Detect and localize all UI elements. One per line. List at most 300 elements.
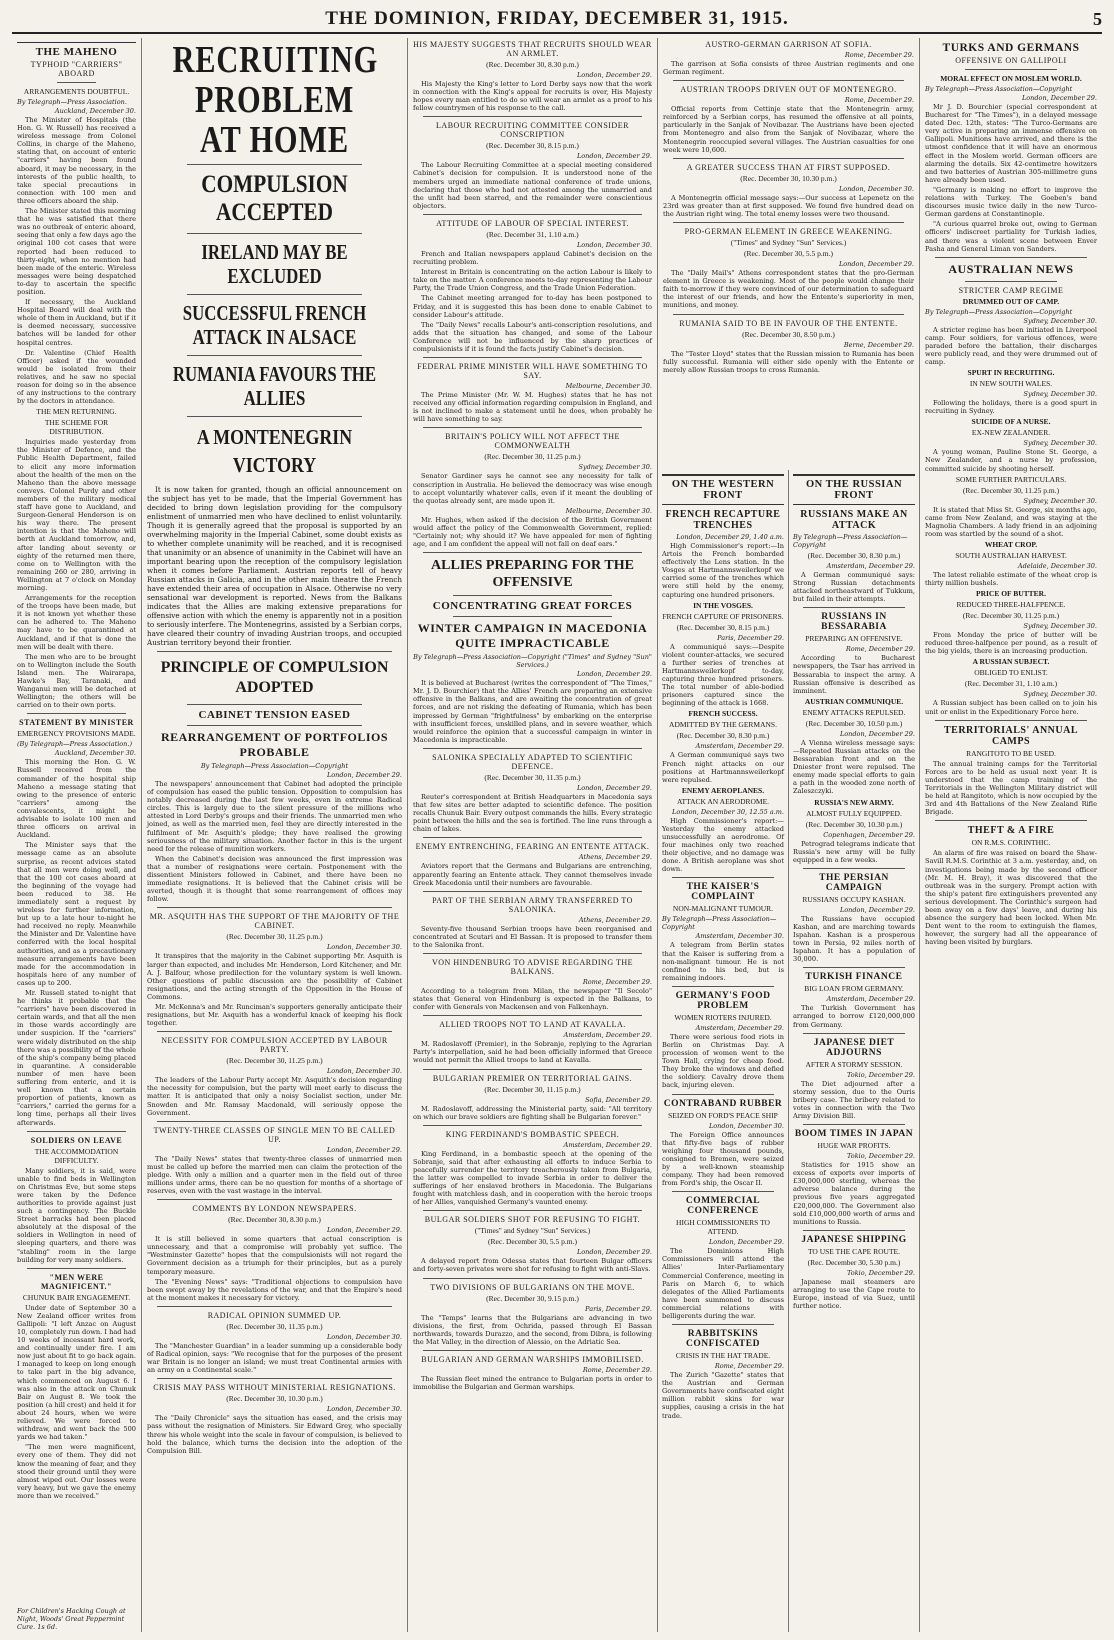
received-time: (Rec. December 30, 8.30 p.m.) <box>676 731 770 741</box>
dateline: Sydney, December 30. <box>578 463 652 472</box>
article-paragraph: The men who are to be brought on to Wellington include the South Island men. The Wairarapa, Hawke's Bay, Taranaki, and Wanganui men will be detached at Wellington; the others will be carried on to their own ports. <box>17 652 136 710</box>
column-4-5 <box>658 38 920 1632</box>
divider <box>157 1121 392 1122</box>
article-paragraph: The Minister of Hospitals (the Hon. G. W. Russell) has received a wireless message from Colonel Collins, in charge of the Maheno, stating that, on account of enteric "carriers" having been found aboard, it may be necessary, in the interests of the public health, to take special precautions in connection with 100 men and three officers aboard the ship. <box>17 116 136 205</box>
dateline: London, December 30. <box>326 943 402 952</box>
dateline: Rome, December 29. <box>714 1362 784 1371</box>
article-paragraph: Mr. Russell stated to-night that he thinks it probable that the "carriers" have been discovered in certain wards, and that all the men in those wards accordingly are under suspicion. If the "carriers" were widely distributed on the ship there was a possibility of the whole of the ship's company being placed in quarantine. A considerable number of men have been suffering from enteric, and it is well known that a certain proportion of patients, known as "carriers," carried the germs for a long time, perhaps all their lives afterwards. <box>17 989 136 1127</box>
received-time: (Rec. December 30, 9.15 p.m.) <box>486 1293 579 1303</box>
top-stories <box>658 38 919 466</box>
article-paragraph: The "Manchester Guardian" in a leader summing up a considerable body of Radical opinion, says: "We recognise that for the purposes of the present war Britain is no longer an island; we must treat Continental armies with an army on a Continental scale." <box>147 1341 402 1375</box>
headline: TWO DIVISIONS OF BULGARIANS ON THE MOVE. <box>430 1282 635 1292</box>
divider <box>423 357 642 358</box>
subheadline: SEIZED ON FORD'S PEACE SHIP <box>668 1110 778 1120</box>
headline: GERMANY'S FOOD PROBLEM <box>675 990 771 1011</box>
headline: THE KAISER'S COMPLAINT <box>686 882 760 903</box>
headline: TWENTY-THREE CLASSES OF SINGLE MEN TO BE CALLED UP. <box>153 1125 396 1144</box>
divider <box>803 967 905 968</box>
headline: SALONIKA SPECIALLY ADAPTED TO SCIENTIFIC DEFENCE. <box>432 752 633 771</box>
divider <box>803 1124 905 1125</box>
subheadline: PRICE OF BUTTER. <box>976 589 1046 599</box>
article-paragraph: A Montenegrin official message says:—Our success at Lepenetz on the 23rd was greater than at first supposed. We found five hundred dead on the Austrian right wing. The total enemy losses were two thousand. <box>663 193 914 218</box>
received-time: (Rec. December 30, 11.25 p.m.) <box>962 485 1060 495</box>
dateline: Sydney, December 30. <box>1023 316 1097 325</box>
subheadline: CHUNUK BAIR ENGAGEMENT. <box>22 1292 131 1302</box>
article-paragraph: The "Temps" learns that the Bulgarians are advancing in two divisions, the first, from Ochrida, passed through El Bassan northwards, towards Durazzo, and the second, from Dibra, is following the Mat Valley, in the direction of Alessio, on the Adriatic Sea. <box>413 1313 652 1346</box>
divider <box>57 82 96 83</box>
received-time: (Rec. December 30, 11.35 p.m.) <box>484 772 581 782</box>
received-time: (Rec. December 30, 11.25 p.m.) <box>226 932 323 942</box>
headline: ATTITUDE OF LABOUR OF SPECIAL INTEREST. <box>436 218 629 228</box>
dateline: Sofia, December 29. <box>585 1095 652 1104</box>
received-time: (Rec. December 30, 11.25 p.m.) <box>962 611 1060 621</box>
lead-paragraph: It is now taken for granted, though an official announcement on the subject has yet to be made, that the Imperial Government has decided to bring down legislation providing for the compulsory enlistment of unmarried men who have declined to enlist voluntarily. Though it is generally agreed that the proposal is supported by an overwhelming majority in the Imperial Cabinet, some doubt exists as to whether complete unanimity will be reached, and it is recognised that unanimity or an absence of unanimity in the Cabinet will have an important bearing upon the reception of the compulsory legislation when it comes before Parliament. Austrian reports tell of heavy Russian attacks in Galicia, and in the other main theatre the French have extended their area of occupation in Alsace. Otherwise no very sensational war development is reported. News from the Balkans indicates that the Allies are making extensive preparations for offensive action with which the enemy is apparently not in a position to seriously interfere. The Montenegrins, assisted by a Serbian corps, have cleared their country of invading Austrian troops, and occupied Austrian territory beyond their frontier. <box>147 485 402 647</box>
subheadline: REARRANGEMENT OF PORTFOLIOS PROBABLE <box>160 730 389 759</box>
dateline: Paris, December 29. <box>585 1304 652 1313</box>
divider <box>187 233 362 234</box>
subheadline: RUSSIA'S NEW ARMY. <box>814 797 894 807</box>
subheadline: ARRANGEMENTS DOUBTFUL. <box>23 87 130 96</box>
subheadline: FRENCH CAPTURE OF PRISONERS. <box>662 611 784 621</box>
headline: ALLIED TROOPS NOT TO LAND AT KAVALLA. <box>439 1020 626 1030</box>
subheadline: TYPHOID "CARRIERS" ABOARD <box>30 60 123 78</box>
article-paragraph: If necessary, the Auckland Hospital Board will deal with the whole of them in Auckland, but if it is deemed necessary, successive batches will be landed for other hospital centres. <box>17 298 136 347</box>
dateline: Adelaide, December 30. <box>1017 562 1097 570</box>
divider <box>423 1069 642 1070</box>
divider <box>157 1031 392 1032</box>
dateline: Sydney, December 30. <box>1023 690 1097 699</box>
dateline: Melbourne, December 30. <box>565 382 652 391</box>
divider <box>423 891 642 892</box>
dateline: Auckland, December 30. <box>54 749 136 758</box>
subheadline: CONCENTRATING GREAT FORCES <box>432 600 633 613</box>
subheadline: FRENCH SUCCESS. <box>688 709 758 719</box>
article-paragraph: When the Cabinet's decision was announced the first impression was that a number of resignations were certain. Postponement with the dissentient Ministers followed in Cabinet, and there have been no immediate resignations. It is believed that the Cabinet crisis will be averted, though it is thought that some rearrangement of offices may follow. <box>147 854 402 904</box>
dateline: Amsterdam, December 29. <box>563 1031 652 1040</box>
dateline: Berne, December 29. <box>843 340 914 349</box>
headline: TURKS AND GERMANS <box>942 42 1080 54</box>
headline: JAPANESE SHIPPING <box>801 1234 907 1245</box>
dateline: London, December 29. <box>576 670 652 679</box>
divider <box>672 1191 774 1192</box>
headline: RADICAL OPINION SUMMED UP. <box>207 1310 342 1320</box>
article-paragraph: The latest reliable estimate of the wheat crop is thirty million bushels. <box>925 571 1097 588</box>
headline: LABOUR RECRUITING COMMITTEE CONSIDER CONSCRIPTION <box>436 121 629 140</box>
section-header: ON THE RUSSIAN FRONT <box>793 474 915 505</box>
headline: FEDERAL PRIME MINISTER WILL HAVE SOMETHING TO SAY. <box>417 362 648 381</box>
main-headline: IRELAND MAY BE EXCLUDED <box>201 240 348 288</box>
received-time: (Rec. December 30, 10.50 p.m.) <box>805 718 903 728</box>
divider <box>157 1306 392 1307</box>
masthead <box>12 6 1102 34</box>
subheadline: THE MEN RETURNING. <box>36 407 117 417</box>
headline: ENEMY ENTRENCHING, FEARING AN ENTENTE ATTACK. <box>415 842 650 852</box>
received-time: (Rec. December 30, 11.25 p.m.) <box>226 1056 323 1066</box>
divider <box>935 820 1087 821</box>
headline: VON HINDENBURG TO ADVISE REGARDING THE BALKANS. <box>432 957 633 976</box>
article-paragraph: A communiqué says:—Despite violent counter-attacks, we secured a further series of trenches at Hartmannsweilerkopf to-day, capturing three hundred prisoners. The total number of able-bodied prisoners captured since the beginning of the attack is 1668. <box>662 642 784 708</box>
article-paragraph: It is stated that Miss St. George, six months ago, came from New Zealand, and was staying at the Magnolia Chambers. A lady friend in an adjoining room was startled by the sound of a shot. <box>925 505 1097 538</box>
byline: By Telegraph—Press Association—Copyright <box>662 915 777 932</box>
dateline: London, December 29. <box>576 1248 652 1257</box>
main-headline: A MONTENEGRIN VICTORY <box>196 425 353 477</box>
divider <box>673 80 904 81</box>
dateline: London, December 30. <box>576 240 652 249</box>
headline: "MEN WERE MAGNIFICENT." <box>40 1272 112 1291</box>
article-paragraph: The newspapers' announcement that Cabinet had adopted the principle of compulsion has eased the public tension. Opposition to compulsion has notably decreased during the last few weeks, even in extreme Radical circles. This is largely due to the silent pressure of the millions who attested in Lord Derby's groups and their friends. The unmarried men who joined, as well as the married men, feel they are directly interested in the fulfilment of Mr. Asquith's pledge; they have realised the growing seriousness of the military situation. Another factor in this is the urgent need for the release of munition workers. <box>147 780 402 853</box>
headline: KING FERDINAND'S BOMBASTIC SPEECH. <box>445 1129 620 1139</box>
divider <box>965 281 1057 282</box>
received-time: (Rec. December 30, 8.15 p.m.) <box>486 141 579 151</box>
divider <box>935 257 1087 258</box>
section-header: ON THE WESTERN FRONT <box>662 474 784 505</box>
headline: COMMERCIAL CONFERENCE <box>685 1196 761 1217</box>
dateline: London, December 30. <box>326 1405 402 1414</box>
headline: MR. ASQUITH HAS THE SUPPORT OF THE MAJORITY OF THE CABINET. <box>149 912 400 931</box>
front-columns <box>658 470 919 1632</box>
dateline: London, December 29, 1.40 a.m. <box>676 533 784 541</box>
subheadline: SUICIDE OF A NURSE. <box>971 417 1051 427</box>
dateline: Sydney, December 30. <box>1023 439 1097 448</box>
subheadline: CABINET TENSION EASED <box>198 709 351 721</box>
dateline: Tokio, December 29. <box>846 1152 915 1161</box>
divider <box>423 214 642 215</box>
article-paragraph: The "Tester Lloyd" states that the Russian mission to Rumania has been fully successful. Rumania will either side openly with the Entente or merely allow Russian troops to cross Rumania. <box>663 349 914 374</box>
headline: PRINCIPLE OF COMPULSION ADOPTED <box>160 659 389 696</box>
article-paragraph: Under date of September 30 a New Zealand officer writes from Gallipoli: "I left Anzac on August 10, completely run down. I had had 10 weeks of incessant hard work, and continually under fire. I am now just about fit to go back again. I managed to keep on long enough to take part in the big advance, which commenced on August 6. I was also in the attack on Chunuk Bair on August 8. We took the position (a hill crest) and held it for about 24 hours, when we were relieved. We were forced to withdraw, and went back the 500 yards we had taken." <box>17 1303 136 1442</box>
received-time: (Rec. December 30, 8.50 p.m.) <box>742 329 835 339</box>
divider <box>672 1324 774 1325</box>
article-paragraph: From Monday the price of butter will be reduced three-halfpence per pound, as a result of the big yields, there is an increasing production. <box>925 631 1097 656</box>
article-paragraph: Petrograd telegrams indicate that Russia's new army will be fully equipped in a few weeks. <box>793 839 915 864</box>
divider <box>453 616 612 617</box>
dateline: Sydney, December 30. <box>1023 622 1097 631</box>
divider <box>803 607 905 608</box>
article-paragraph: King Ferdinand, in a bombastic speech at the opening of the Sobranje, said that after exhausting all efforts to induce Serbia to peacefully surrender the territory treacherously taken from Bulgaria, the latter was compelled to invade Serbia in order to deliver the sufferings of her enslaved brothers in Macedonia. The Bulgarians fought with matchless dash, and in cooperation with the heroic troops of her Allies, vanquished Germany's vaunted enemy. <box>413 1149 652 1207</box>
dateline: Amsterdam, December 30. <box>695 932 784 941</box>
divider <box>423 427 642 428</box>
article-paragraph: Mr. McKenna's and Mr. Runciman's supporters generally anticipate their resignations, but Mr. Asquith has a wonderful knack of keeping his flock together. <box>147 1002 402 1028</box>
subheadline: OBLIGED TO ENLIST. <box>974 668 1048 678</box>
received-time: (Rec. December 30, 10.30 p.m.) <box>226 1394 323 1404</box>
headline: PART OF THE SERBIAN ARMY TRANSFERRED TO SALONIKA. <box>432 895 633 914</box>
subheadline: RUSSIANS OCCUPY KASHAN. <box>802 894 906 904</box>
received-time: (Rec. December 30, 10.30 p.m.) <box>805 819 903 829</box>
article-paragraph: His Majesty the King's letter to Lord Derby says now that the work in connection with the King's appeal for recruits is over, His Majesty hopes every man entitled to do so will wear an armlet as a proof to his fellow countrymen of his response to the call. <box>413 80 652 113</box>
dateline: London, December 30. <box>838 184 914 193</box>
subheadline: REDUCED THREE-HALFPENCE. <box>956 600 1066 610</box>
column-6 <box>920 38 1102 1632</box>
divider <box>423 1278 642 1279</box>
article-paragraph: It is believed at Bucharest (writes the correspondent of "The Times," Mr. J. D. Bourchier) that the Allies' French are preparing an extensive offensive in the Balkans, and are awaiting the concentration of great forces, and are not risking the defeating of Rumania, which has been impressed by German "frightfulness" by embarking on the enterprise with insufficient forces, unskilled plans, and in severe weather, which would reinforce the opinion that a successful campaign in winter in Macedonia is impracticable. <box>413 679 652 744</box>
main-headline: SUCCESSFUL FRENCH ATTACK IN ALSACE <box>182 301 367 349</box>
article-paragraph: The Diet adjourned after a stormy session, due to the Ouris bribery case. The bribery related to votes in connection with the Two Army Division Bill. <box>793 1079 915 1120</box>
article-paragraph: High Commissioner's report:—In Artois the French bombarded effectively the Lens station. In the Vosges at Hartmannsweilerkopf we carried some of the trenches which were still held by the enemy, capturing one hundred prisoners. <box>662 542 784 599</box>
received-time: (Rec. December 30, 8.30 p.m.) <box>807 551 901 560</box>
headline: ALLIES PREPARING FOR THE OFFENSIVE <box>431 558 634 591</box>
dateline: Sydney, December 30. <box>1023 496 1097 505</box>
subheadline: MORAL EFFECT ON MOSLEM WORLD. <box>940 74 1082 83</box>
divider <box>423 1015 642 1016</box>
article-paragraph: It is still believed in some quarters that actual conscription is unnecessary, and that a compromise will probably yet suffice. The "Westminster Gazette" hopes that the compulsionists will not regard the Government decision as a triumph for their principles, but as a purely temporary measure. <box>147 1235 402 1276</box>
column-2 <box>142 38 408 1632</box>
article-paragraph: The Zurich "Gazette" states that the Austrian and German Governments have confiscated eight million rabbit skins for war supplies, causing a crisis in the hat trade. <box>662 1371 785 1420</box>
divider <box>187 164 362 165</box>
dateline: Rome, December 29. <box>845 645 915 654</box>
headline: COMMENTS BY LONDON NEWSPAPERS. <box>192 1204 357 1214</box>
headline: RUMANIA SAID TO BE IN FAVOUR OF THE ENTENTE. <box>679 318 898 328</box>
article-paragraph: The annual training camps for the Territorial Forces are to be held as usual next year. It is understood that the camp training of the Territorials in the Wellington Military district will be held at Rangitoto, which is now occupied by the 3rd and 4th Battalions of the New Zealand Rifle Brigade. <box>925 759 1097 817</box>
divider <box>423 552 642 553</box>
dateline: Rome, December 29. <box>582 977 652 986</box>
subheadline: WOMEN RIOTERS INJURED. <box>674 1012 772 1022</box>
article-paragraph: Inquiries made yesterday from the Minister of Defence, and the Public Health Department, failed to elicit any more information about the health of the men on the Maheno than the above message conveys. Colonel Purdy and other members of the military medical staff have gone to Auckland, and Surgeon-General Henderson is on his way there. The present intention is that the Maheno will berth at Auckland tomorrow, and, after landing about seventy or eighty of the returned men there, come on to Wellington with the remaining 260 or 280, arriving in Wellington at 7 o'clock on Monday morning. <box>17 438 136 592</box>
headline: HIS MAJESTY SUGGESTS THAT RECRUITS SHOULD WEAR AN ARMLET. <box>413 40 652 58</box>
dateline: London, December 29. <box>839 905 915 914</box>
article-paragraph: It transpires that the majority in the Cabinet supporting Mr. Asquith is larger than expected, and includes Mr. Henderson, Lord Kitchener, and Mr. A. J. Balfour, whose predilection for the voluntary system is well known. Other questions of public discussion are the possibility of Cabinet resignations, and the acting strength of the Opposition in the House of Commons. <box>147 952 402 1001</box>
subheadline: WINTER CAMPAIGN IN MACEDONIA QUITE IMPRACTICABLE <box>417 621 648 651</box>
divider <box>187 725 362 726</box>
dateline: London, December 29. <box>576 71 652 79</box>
byline: By Telegraph—Press Association—Copyright <box>793 533 908 549</box>
divider <box>803 868 905 869</box>
byline: By Telegraph—Press Association—Copyright <box>925 85 1073 93</box>
article-paragraph: M. Radoslavoff, addressing the Ministerial party, said: "All territory on which our brave soldiers are fighting shall be Bulgarian forever." <box>413 1104 652 1121</box>
divider <box>423 116 642 117</box>
subheadline: RANGITOTO TO BE USED. <box>966 748 1056 758</box>
divider <box>423 1350 642 1351</box>
dateline: London, December 29. <box>838 260 914 269</box>
article-paragraph: Official reports from Cettinje state that the Montenegrin army, reinforced by a Serbian corps, has resumed the offensive at all points, particularly in the Sanjak of Novibazar. The Austrians have been ejected from Montenegro and also from the Sanjak of Novibazar, where the Montenegrin reoccupied several villages. The Austrian casualties for one week were 10,600. <box>663 105 914 154</box>
received-time: (Rec. December 31, 1.10 a.m.) <box>486 229 579 239</box>
column-3 <box>408 38 658 1632</box>
article-paragraph: Interest in Britain is concentrating on the action Labour is likely to take on the matter. A conference meets to-day representing the Labour Party, the Trade Union Congress, and the Trade Union Federation. <box>413 268 652 293</box>
article-paragraph: A stricter regime has been initiated in Liverpool camp. Four soldiers, for various offences, were paraded before the battalion, their discharges were publicly read, and they were drummed out of camp. <box>925 325 1097 367</box>
subheadline: ADMITTED BY THE GERMANS. <box>669 720 777 730</box>
article-paragraph: A German communiqué says two French night attacks on our positions at Hartmannsweilerkopf were repulsed. <box>662 751 784 784</box>
article-paragraph: A Russian subject has been called on to join his unit or enlist in the Expeditionary Force here. <box>925 699 1097 716</box>
dateline: Rome, December 29. <box>844 51 914 59</box>
subheadline: OFFENSIVE ON GALLIPOLI <box>955 56 1067 65</box>
divider <box>157 907 392 908</box>
subheadline: SOUTH AUSTRALIAN HARVEST. <box>955 551 1067 560</box>
article-paragraph: A German communiqué says: Strong Russian detachments attacked northeastward of Tukkum, but failed in their attempts. <box>793 571 915 604</box>
divider <box>965 69 1057 70</box>
headline: JAPANESE DIET ADJOURNS <box>813 1037 895 1058</box>
received-time: (Rec. December 30, 10.30 p.m.) <box>740 173 837 183</box>
headline: RUSSIANS IN BESSARABIA <box>821 612 887 633</box>
article-paragraph: A delayed report from Odessa states that fourteen Bulgar officers and forty-seven privates were shot for refusing to fight with anti-Slavs. <box>413 1257 652 1274</box>
headline: BOOM TIMES IN JAPAN <box>794 1129 914 1140</box>
article-paragraph: The "Daily News" states that twenty-three classes of unmarried men must be called up before the married men can claim the protection of the pledge. With only a million and a quarter men in the field out of three millions under arms, there can be no question for months of a shortage of reserves, even with the vast wastage in the interval. <box>147 1154 402 1196</box>
divider <box>157 651 392 652</box>
dateline: Amsterdam, December 29. <box>563 1140 652 1149</box>
subheadline: AFTER A STORMY SESSION. <box>805 1059 903 1069</box>
received-time: (Rec. December 30, 5.30 p.m.) <box>807 1257 901 1267</box>
article-paragraph: Statistics for 1915 show an excess of exports over imports of £30,000,000 sterling, whereas the adverse balance during the previous five years aggregated £20,000,000. The Government also sold £10,000,000 worth of arms and munitions to Russia. <box>793 1161 915 1226</box>
subheadline: ALMOST FULLY EQUIPPED. <box>806 808 902 818</box>
article-paragraph: "A curious quarrel broke out, owing to German officers' indiscreet partiality for Turkish ladies, and there was a violent scene between Enver Pasha and General Liman von Sanders. <box>925 220 1097 253</box>
subheadline: TO USE THE CAPE ROUTE. <box>807 1246 901 1256</box>
article-paragraph: Seventy-five thousand Serbian troops have been reorganised and concentrated at Scutari and El Bassan. It is proposed to transfer them to the Salonika front. <box>413 924 652 949</box>
dateline: Athens, December 29. <box>578 915 652 924</box>
article-paragraph: The Minister stated this morning that he was satisfied that there was no outbreak of enteric aboard, seeing that only a few days ago the original 100 cot cases that were reported had been reduced to thirty-eight, when no mention had been made of the enteric. Wireless messages were being despatched to-day to ascertain the specific position. <box>17 207 136 296</box>
divider <box>423 1125 642 1126</box>
byline: By Telegraph—Press Association—Copyright <box>200 762 349 770</box>
received-time: (Rec. December 30, 5.5 p.m.) <box>744 249 833 259</box>
divider <box>935 720 1087 721</box>
divider <box>673 222 904 223</box>
divider <box>423 953 642 954</box>
divider <box>672 877 774 878</box>
dateline: Amsterdam, December 29. <box>826 562 915 570</box>
article-paragraph: The Dominions High Commissioners will attend the Allies' Inter-Parliamentary Commercial Conference, meeting in Paris on March 6, to which delegates of the Allied Parliaments have been summoned to discuss commercial relations with belligerents during the war. <box>662 1247 784 1320</box>
article-paragraph: The Russians have occupied Kashan, and are marching towards Ispahan. Kashan is a prosperous town in Persia, 92 miles north of Ispahan. It has a population of 30,000. <box>793 914 915 964</box>
subheadline: HIGH COMMISSIONERS TO ATTEND. <box>676 1218 770 1237</box>
dateline: London, December 29. <box>839 729 915 738</box>
subheadline: DRUMMED OUT OF CAMP. <box>962 296 1060 306</box>
divider <box>423 748 642 749</box>
main-headline: RECRUITING PROBLEM AT HOME <box>172 39 379 161</box>
page-number: 5 <box>1093 8 1102 29</box>
divider <box>187 704 362 705</box>
received-time: (Rec. December 30, 8.30 p.m.) <box>228 1215 321 1225</box>
subheadline: STRICTER CAMP REGIME <box>958 285 1064 295</box>
headline: A GREATER SUCCESS THAN AT FIRST SUPPOSED. <box>686 162 891 172</box>
dateline: Tokio, December 29. <box>846 1268 915 1277</box>
dateline: London, December 29. <box>326 1145 402 1154</box>
subheadline: IN THE VOSGES. <box>693 600 753 610</box>
divider <box>157 1199 392 1200</box>
divider <box>27 1268 126 1269</box>
subheadline: HUGE WAR PROFITS. <box>817 1141 891 1151</box>
article-paragraph: An alarm of fire was raised on board the Shaw-Savill R.M.S. Corinthic at 3 a.m. yesterday, and, on investigations being made by the second officer (Mr. M. H. Bray), it was discovered that the outbreak was in the surgery. Prompt action with the ship's patent fire extinguishers prevented any serious development. The Corinthic's surgeon had been away on a few days' leave, and during his absence the surgery had been locked. When Mr. Dent went to the room to extinguish the flames, however, the surgery had all the appearance of having been visited by burglars. <box>925 849 1097 947</box>
received-time: (Rec. December 30, 5.5 p.m.) <box>488 1237 577 1247</box>
received-time: (Rec. December 30, 8.30 p.m.) <box>486 60 579 69</box>
divider <box>803 1230 905 1231</box>
article-paragraph: According to Bucharest newspapers, the Tsar has arrived in Bessarabia to inspect the army. A Russian offensive is described as imminent. <box>793 654 915 695</box>
article-paragraph: This morning the Hon. G. W. Russell received from the commander of the hospital ship Maheno a message stating that owing to the presence of enteric "carriers" among the convalescents, it might be advisable to isolate 100 men and three officers on arrival in Auckland. <box>17 758 136 840</box>
subheadline: ENEMY ATTACKS REPULSED. <box>802 707 906 717</box>
headline: BULGARIAN PREMIER ON TERRITORIAL GAINS. <box>432 1073 633 1083</box>
byline: ("Times" and Sydney "Sun" Services.) <box>474 1226 591 1236</box>
article-paragraph: The Labour Recruiting Committee at a special meeting considered Cabinet's decision for compulsion. It is understood none of the members urged an immediate national conference of trade unions, declaring that those who had not attested among the unmarried and the unfit had been starred, and the remainder were conscientious objectors. <box>413 161 652 210</box>
received-time: (Rec. December 30, 11.15 p.m.) <box>484 1084 581 1094</box>
headline: BULGAR SOLDIERS SHOT FOR REFUSING TO FIGHT. <box>424 1215 641 1225</box>
article-paragraph: French and Italian newspapers applaud Cabinet's decision on the recruiting problem. <box>413 249 652 267</box>
article-paragraph: Mr. Hughes, when asked if the decision of the British Government would affect the policy of the Commonwealth Government, replied: "Certainly not; why should it? We have appealed for men of fighting age, and I am confident the appeal will not fall on deaf ears." <box>413 515 652 549</box>
divider <box>27 713 126 714</box>
headline: PRO-GERMAN ELEMENT IN GREECE WEAKENING. <box>684 227 893 237</box>
subheadline: SPURT IN RECRUITING. <box>967 368 1055 378</box>
dateline: Paris, December 29. <box>717 633 784 642</box>
divider <box>423 837 642 838</box>
divider <box>453 595 612 596</box>
subheadline: EX-NEW ZEALANDER. <box>971 428 1051 438</box>
page-title: THE DOMINION, FRIDAY, DECEMBER 31, 1915. <box>325 8 789 29</box>
headline: NECESSITY FOR COMPULSION ACCEPTED BY LABOUR PARTY. <box>161 1036 388 1055</box>
main-headline: RUMANIA FAVOURS THE ALLIES <box>172 362 377 410</box>
subheadline: SOME FURTHER PARTICULARS. <box>955 474 1067 484</box>
divider <box>187 355 362 356</box>
dateline: Auckland, December 30. <box>54 107 136 115</box>
article-paragraph: The Prime Minister (Mr. W. M. Hughes) states that he has not received any official information regarding compulsion in England, and is not inclined to make a statement until he does, when probably he will have something to say. <box>413 391 652 424</box>
advertisement: For Children's Hacking Cough at Night, Woods' Great Peppermint Cure. 1s 6d. <box>17 1607 136 1631</box>
divider <box>672 1094 774 1095</box>
dateline: London, December 29. <box>576 783 652 792</box>
byline: (By Telegraph—Press Association.) <box>17 740 132 749</box>
article-paragraph: A Vienna wireless message says:—Repeated Russian attacks on the Bessarabian front and on the Dniester front were repulsed. The enemy made special efforts to gain a path in the wooded zone north of Zaleszczyki. <box>793 738 915 796</box>
dateline: Rome, December 29. <box>582 1365 652 1374</box>
divider <box>673 314 904 315</box>
article-paragraph: The "Daily News" recalls Labour's anti-conscription resolutions, and adds that the situation has changed, and some of the Labour Conference will not be influenced by the sharp practices of compulsionists if it is found the facts justify Cabinet's decision. <box>413 320 652 353</box>
headline: FRENCH RECAPTURE TRENCHES <box>665 509 781 531</box>
headline: AUSTRALIAN NEWS <box>948 261 1074 276</box>
dateline: Amsterdam, December 29. <box>826 995 915 1004</box>
article-paragraph: A telegram from Berlin states that the Kaiser is suffering from a non-malignant tumour. He is not confined to his bed, but is remaining indoors. <box>662 941 784 982</box>
subheadline: ATTACK AN AERODROME. <box>676 796 770 806</box>
subheadline: CRISIS IN THE HAT TRADE. <box>675 1351 771 1361</box>
article-paragraph: High Commissioner's report:—Yesterday the enemy attacked unsuccessfully an aerodrome. Of four machines only two reached their objective, and no damage was done. A British aeroplane was shot down. <box>662 816 784 874</box>
article-paragraph: Reuter's correspondent at British Headquarters in Macedonia says that few sites are better adapted to scientific defence. The position recalls Chunuk Bair. Every outpost commands the hills. Every strategic point between the hills and the sea is fortified. The line runs through a chain of lakes. <box>413 792 652 834</box>
headline: CRISIS MAY PASS WITHOUT MINISTERIAL RESIGNATIONS. <box>153 1383 396 1393</box>
byline: By Telegraph—Press Association—Copyright <box>925 307 1073 316</box>
dateline: Melbourne, December 30. <box>565 506 652 515</box>
article-paragraph: The "Daily Chronicle" says the situation has eased, and the crisis may pass without the resignation of Ministers. Sir Edward Grey, who specially threw his whole weight into the scale in favour of compulsion, is believed to hold the balance, which turns the decision into the adoption of the Compulsion Bill. <box>147 1414 402 1455</box>
headline: AUSTRIAN TROOPS DRIVEN OUT OF MONTENEGRO. <box>680 85 897 95</box>
subheadline: THE ACCOMMODATION DIFFICULTY. <box>34 1146 119 1165</box>
dateline: London, December 29. <box>326 771 402 779</box>
western-front-column <box>658 470 789 1632</box>
headline: THEFT & A FIRE <box>967 825 1055 837</box>
dateline: London, December 30. <box>708 1121 784 1130</box>
article-paragraph: The "Evening News" says: "Traditional objections to compulsion have been swept away by the revelations of the war, and that the Empire's need at the moment makes it necessary for victory. <box>147 1277 402 1302</box>
headline: CONTRABAND RUBBER <box>663 1098 783 1109</box>
article-paragraph: Following the holidays, there is a good spurt in recruiting in Sydney. <box>925 399 1097 416</box>
subheadline: NON-MALIGNANT TUMOUR. <box>672 904 774 914</box>
divider <box>423 1210 642 1211</box>
divider <box>187 294 362 295</box>
article-paragraph: Arrangements for the reception of the troops have been made, but it is not known yet whether these can be adhered to. The Maheno may have to be quarantined at Auckland, and if that is done the men will be dealt with there. <box>17 594 136 651</box>
subheadline: WHEAT CROP. <box>984 540 1038 549</box>
headline: TURKISH FINANCE <box>805 972 903 983</box>
divider <box>27 1131 126 1132</box>
headline: THE MAHENO <box>17 42 136 58</box>
russian-front-column <box>789 470 919 1632</box>
headline: STATEMENT BY MINISTER <box>19 718 134 728</box>
article-paragraph: There were serious food riots in Berlin on Christmas Day. A procession of women went to the Town Hall, crying for cheap food. They broke the windows and defied the soldiery. Cavalry drove them back, injuring eleven. <box>662 1032 784 1090</box>
subheadline: A RUSSIAN SUBJECT. <box>972 657 1050 667</box>
headline: THE PERSIAN CAMPAIGN <box>819 872 889 893</box>
dateline: London, December 29. <box>1021 94 1097 102</box>
article-paragraph: Many soldiers, it is said, were unable to find beds in Wellington on Christmas Eve, but some steps were taken by the Defence authorities to provide against just such a contingency. The Buckle Street barracks had been placed absolutely at the disposal of the soldiers in Wellington in need of sleeping quarters, and there was "stabling" room in the large building for very many soldiers. <box>17 1166 136 1264</box>
article-paragraph: The garrison at Sofia consists of three Austrian regiments and one German regiment. <box>663 60 914 77</box>
dateline: Sydney, December 30. <box>1023 390 1097 399</box>
article-paragraph: The Cabinet meeting arranged for to-day has been postponed to Friday, and it is suggested this has been done to enable Cabinet to consider Labour's attitude. <box>413 294 652 319</box>
article-paragraph: Senator Gardiner says he cannot see any necessity for talk of conscription in Australia. He believed the democracy was wise enough to accept voluntarily whatever calls, even if it meant the doubling of the quotas already sent, are made upon it. <box>413 472 652 505</box>
dateline: London, December 30, 12.55 a.m. <box>672 807 784 816</box>
received-time: (Rec. December 31, 1.10 a.m.) <box>964 679 1058 689</box>
received-time: (Rec. December 30, 8.15 p.m.) <box>676 622 770 632</box>
byline: ("Times" and Sydney "Sun" Services.) <box>730 238 847 248</box>
article-paragraph: M. Radoslavoff (Premier), in the Sobranje, replying to the Agrarian Party's interpellation, said he had been officially informed that Greece would not permit the Allied troops to land at Kavalla. <box>413 1040 652 1065</box>
dateline: Rome, December 29. <box>844 96 914 105</box>
divider <box>803 1033 905 1034</box>
headline: SOLDIERS ON LEAVE <box>30 1135 123 1145</box>
headline: AUSTRO-GERMAN GARRISON AT SOFIA. <box>705 40 872 49</box>
article-paragraph: The Russian fleet mined the entrance to Bulgarian ports in order to immobilise the Bulgarian and German warships. <box>413 1374 652 1392</box>
article-paragraph: Dr. Valentine (Chief Health Officer) asked if the wounded would be isolated from their relatives, and he saw no special reason for doing so in the absence of any instructions to the contrary by the doctors in attendance. <box>17 348 136 406</box>
